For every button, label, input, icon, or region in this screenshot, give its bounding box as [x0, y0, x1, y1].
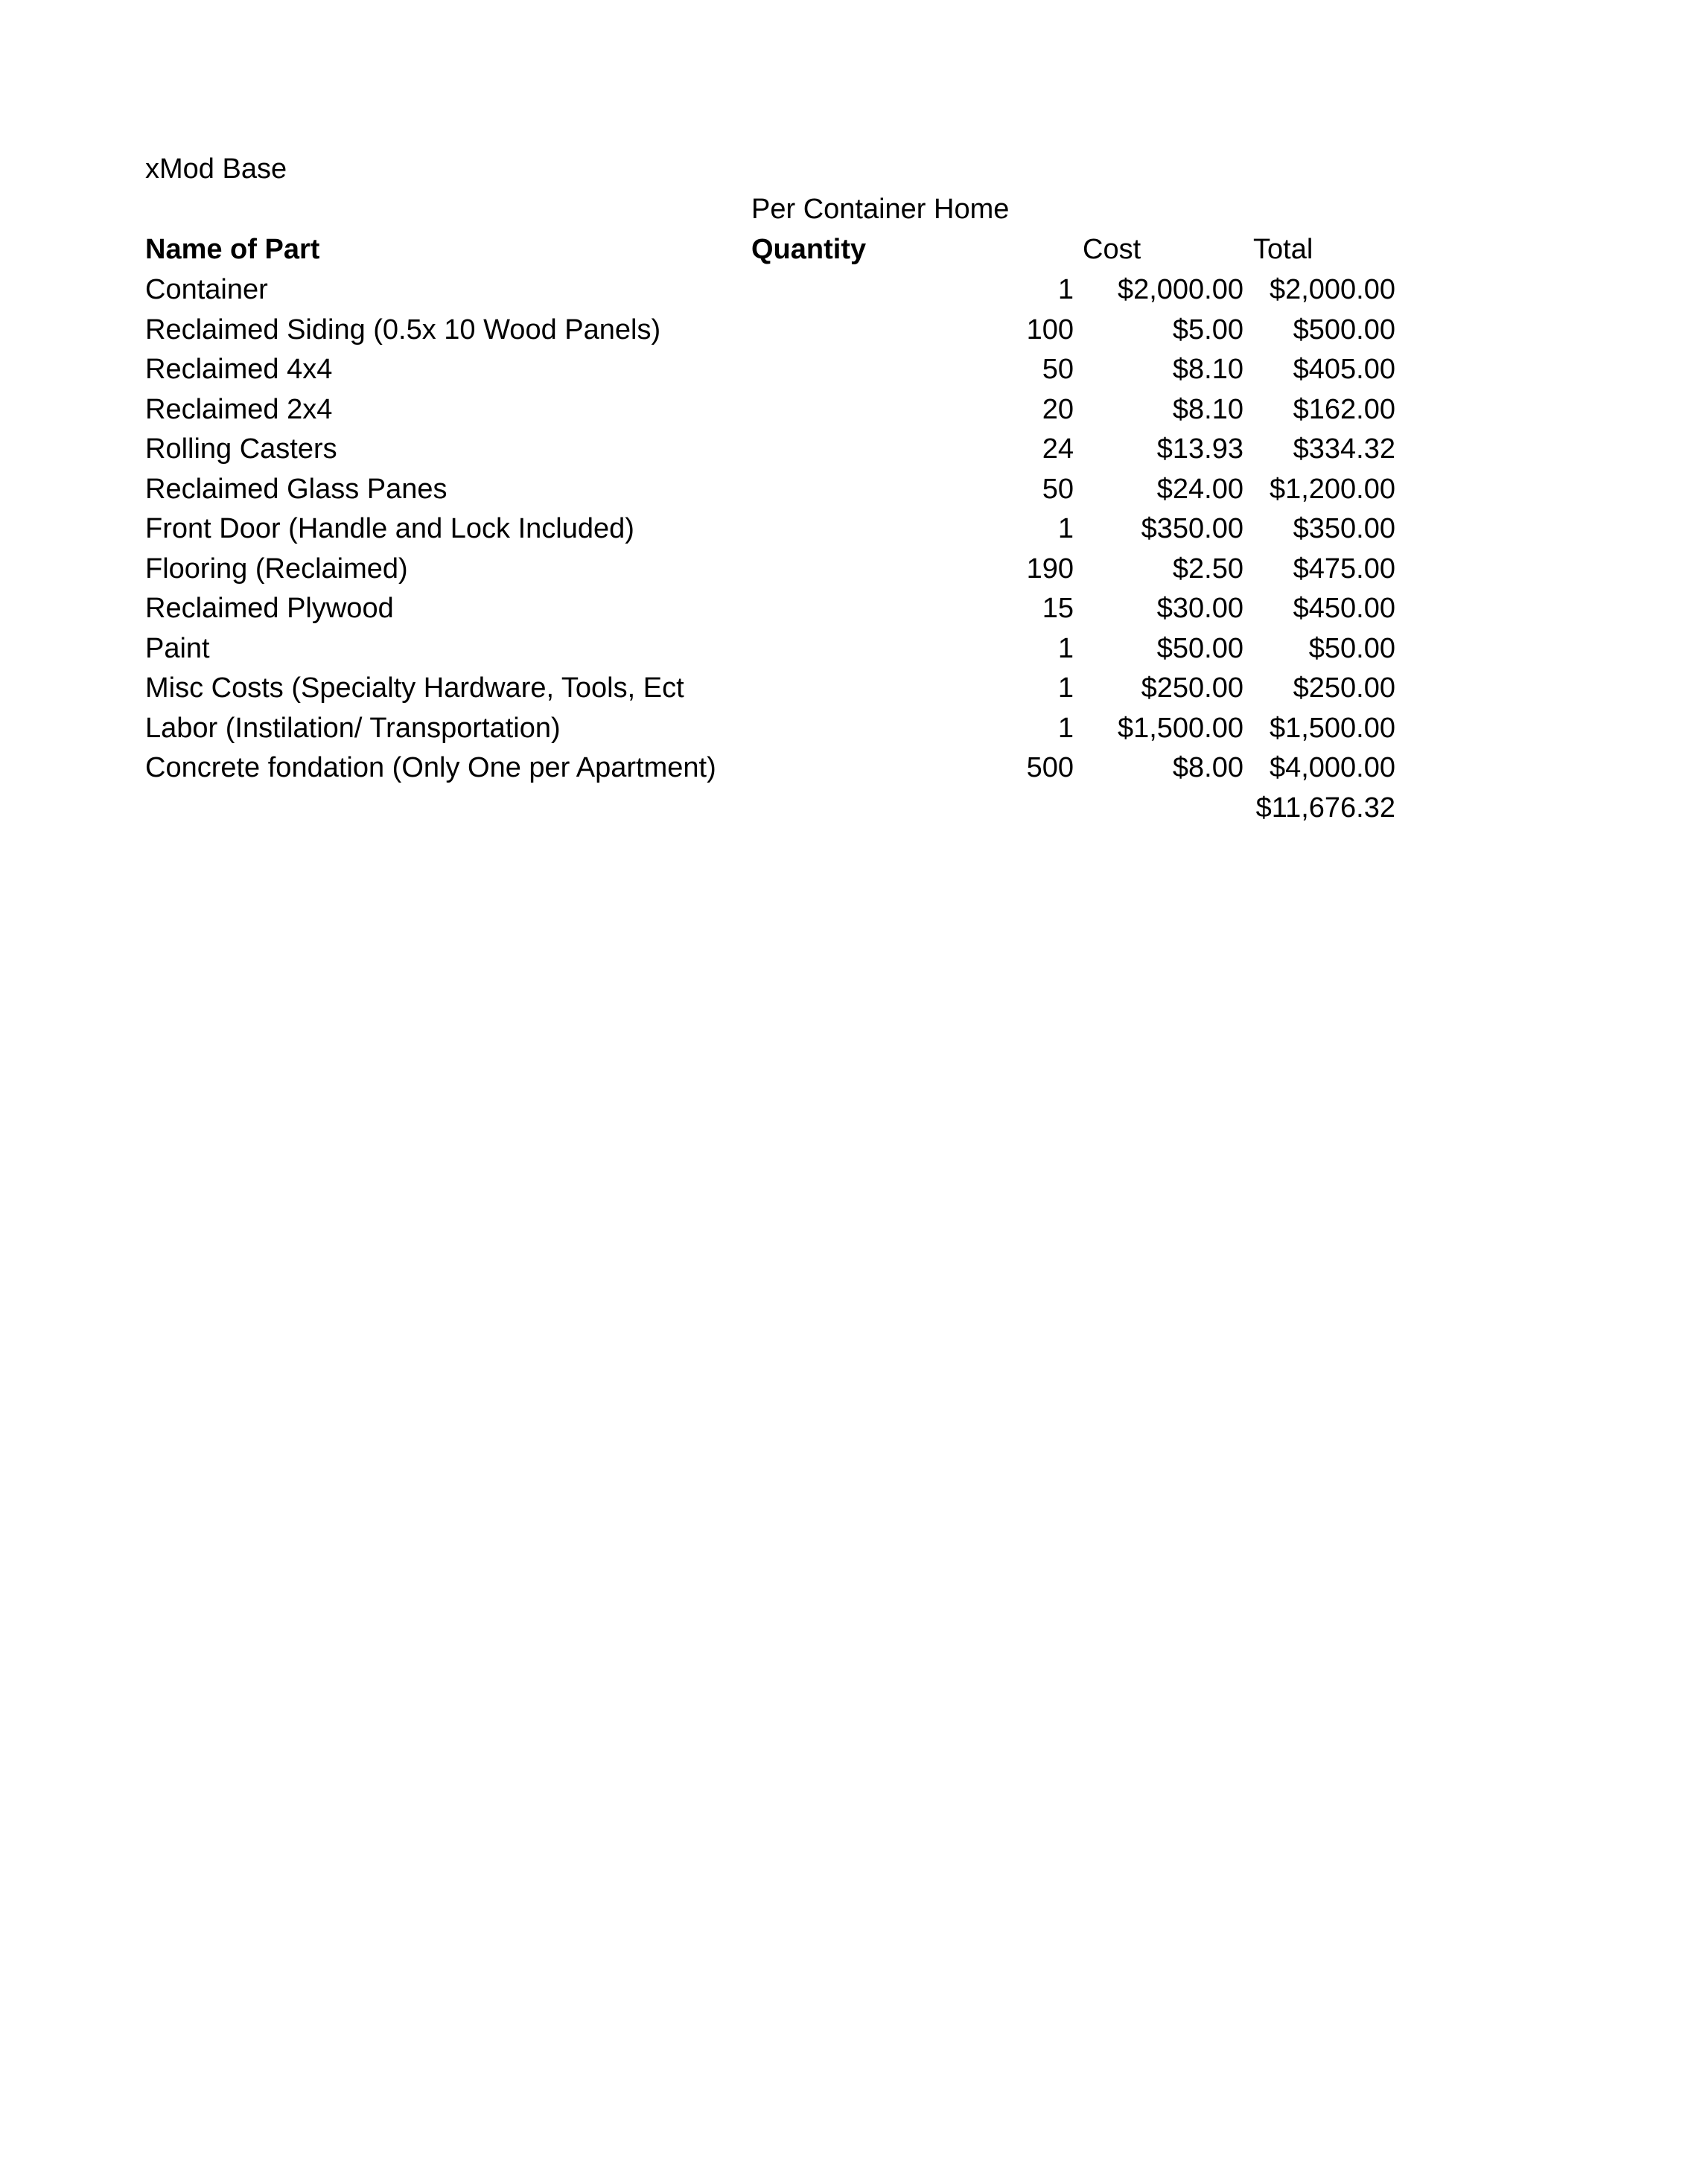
part-cost: $350.00: [1141, 513, 1243, 544]
part-quantity: 15: [1042, 593, 1074, 624]
part-name: Front Door (Handle and Lock Included): [145, 513, 634, 544]
part-quantity: 20: [1042, 394, 1074, 425]
part-name: Paint: [145, 633, 210, 664]
part-total: $1,200.00: [1269, 474, 1395, 505]
part-total: $334.32: [1293, 433, 1395, 465]
header-name-of-part: Name of Part: [145, 234, 320, 265]
header-cost: Cost: [1083, 234, 1141, 265]
part-name: Reclaimed Plywood: [145, 593, 394, 624]
grand-total: $11,676.32: [1255, 792, 1395, 824]
part-cost: $8.10: [1172, 354, 1243, 385]
part-name: Reclaimed 2x4: [145, 394, 333, 425]
part-name: Flooring (Reclaimed): [145, 553, 408, 585]
part-quantity: 50: [1042, 474, 1074, 505]
part-quantity: 1: [1057, 274, 1074, 305]
part-cost: $2.50: [1172, 553, 1243, 585]
sheet-title: xMod Base: [145, 153, 287, 185]
part-total: $405.00: [1293, 354, 1395, 385]
part-total: $4,000.00: [1269, 752, 1395, 783]
part-quantity: 1: [1057, 672, 1074, 704]
part-total: $450.00: [1293, 593, 1395, 624]
part-cost: $250.00: [1141, 672, 1243, 704]
part-total: $2,000.00: [1269, 274, 1395, 305]
part-cost: $24.00: [1156, 474, 1243, 505]
part-total: $162.00: [1293, 394, 1395, 425]
part-quantity: 1: [1057, 713, 1074, 744]
part-total: $250.00: [1293, 672, 1395, 704]
part-quantity: 100: [1026, 314, 1074, 346]
part-name: Container: [145, 274, 268, 305]
part-name: Rolling Casters: [145, 433, 337, 465]
part-cost: $1,500.00: [1117, 713, 1243, 744]
part-quantity: 1: [1057, 513, 1074, 544]
part-quantity: 190: [1026, 553, 1074, 585]
part-total: $1,500.00: [1269, 713, 1395, 744]
part-name: Misc Costs (Specialty Hardware, Tools, Ect: [145, 672, 684, 704]
header-quantity: Quantity: [751, 234, 867, 265]
part-quantity: 500: [1026, 752, 1074, 783]
part-name: Reclaimed Siding (0.5x 10 Wood Panels): [145, 314, 661, 346]
part-total: $350.00: [1293, 513, 1395, 544]
part-name: Labor (Instilation/ Transportation): [145, 713, 561, 744]
part-name: Concrete fondation (Only One per Apartment): [145, 752, 716, 783]
part-name: Reclaimed Glass Panes: [145, 474, 448, 505]
part-total: $475.00: [1293, 553, 1395, 585]
part-total: $50.00: [1308, 633, 1395, 664]
part-total: $500.00: [1293, 314, 1395, 346]
part-quantity: 1: [1057, 633, 1074, 664]
per-container-subheader: Per Container Home: [751, 194, 1010, 225]
part-cost: $5.00: [1172, 314, 1243, 346]
part-cost: $2,000.00: [1117, 274, 1243, 305]
part-quantity: 24: [1042, 433, 1074, 465]
part-cost: $8.00: [1172, 752, 1243, 783]
part-name: Reclaimed 4x4: [145, 354, 333, 385]
part-cost: $50.00: [1156, 633, 1243, 664]
part-quantity: 50: [1042, 354, 1074, 385]
part-cost: $30.00: [1156, 593, 1243, 624]
header-total: Total: [1253, 234, 1313, 265]
part-cost: $13.93: [1156, 433, 1243, 465]
part-cost: $8.10: [1172, 394, 1243, 425]
